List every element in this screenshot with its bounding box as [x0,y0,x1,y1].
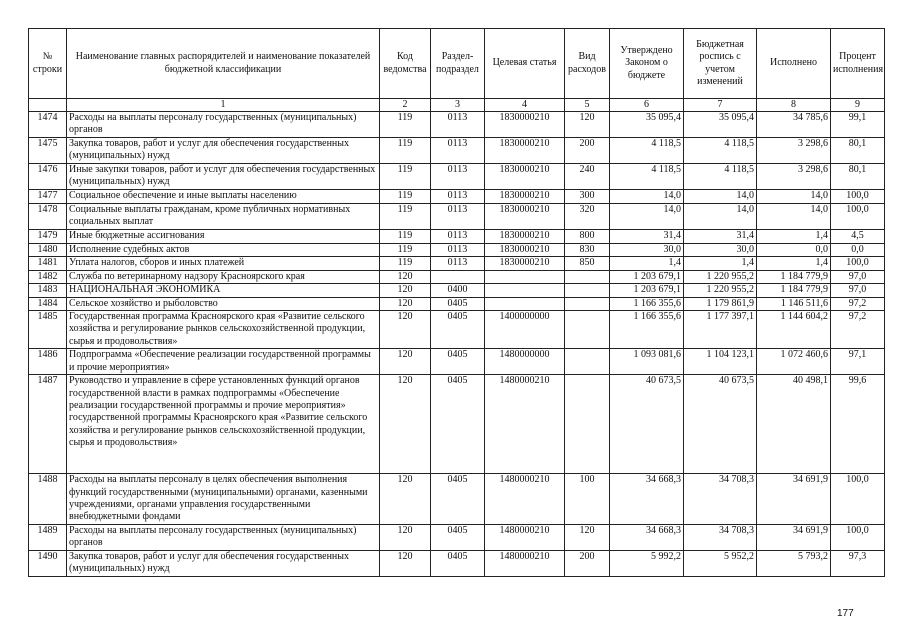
header-approved: Утверждено Законом о бюджете [610,29,684,99]
row-percent: 100,0 [831,204,885,230]
row-dept: 120 [380,375,431,474]
header-dept: Код ведомства [380,29,431,99]
row-name: Иные закупки товаров, работ и услуг для обеспечения государственных (муниципальных) нужд [67,164,380,190]
column-number [29,99,67,112]
row-revised: 4 118,5 [684,138,757,164]
row-executed: 3 298,6 [757,138,831,164]
column-number-row [29,99,885,112]
row-section [431,270,485,283]
row-approved: 4 118,5 [610,138,684,164]
row-executed: 34 691,9 [757,524,831,550]
row-name: Закупка товаров, работ и услуг для обеспечения государственных (муниципальных) нужд [67,550,380,576]
row-kind: 800 [565,230,610,244]
row-kind: 200 [565,550,610,576]
row-revised: 1 220 955,2 [684,270,757,283]
row-number: 1487 [29,375,67,474]
row-section: 0113 [431,244,485,257]
row-revised: 30,0 [684,244,757,257]
row-dept: 119 [380,138,431,164]
row-percent: 100,0 [831,257,885,270]
row-revised: 4 118,5 [684,164,757,190]
table-row [29,230,885,244]
row-approved: 1 166 355,6 [610,311,684,349]
row-executed: 14,0 [757,204,831,230]
row-kind: 300 [565,190,610,204]
row-revised: 34 708,3 [684,524,757,550]
row-kind: 320 [565,204,610,230]
row-kind: 120 [565,524,610,550]
table-row [29,190,885,204]
row-number: 1478 [29,204,67,230]
row-percent: 0,0 [831,244,885,257]
row-dept: 119 [380,230,431,244]
row-dept: 120 [380,524,431,550]
row-approved: 30,0 [610,244,684,257]
budget-table [28,28,885,577]
table-row [29,284,885,297]
column-number: 6 [610,99,684,112]
column-number: 2 [380,99,431,112]
row-target: 1830000210 [485,112,565,138]
row-percent: 97,0 [831,270,885,283]
row-percent: 97,1 [831,349,885,375]
row-name: Подпрограмма «Обеспечение реализации государственной программы и прочие мероприятия» [67,349,380,375]
column-number: 7 [684,99,757,112]
row-target: 1830000210 [485,244,565,257]
row-kind: 240 [565,164,610,190]
row-number: 1474 [29,112,67,138]
row-revised: 1,4 [684,257,757,270]
row-executed: 1 184 779,9 [757,270,831,283]
row-percent: 4,5 [831,230,885,244]
row-section: 0113 [431,164,485,190]
row-percent: 100,0 [831,190,885,204]
row-revised: 35 095,4 [684,112,757,138]
row-name: Закупка товаров, работ и услуг для обеспечения государственных (муниципальных) нужд [67,138,380,164]
table-row [29,297,885,310]
row-target: 1400000000 [485,311,565,349]
row-approved: 5 992,2 [610,550,684,576]
row-number: 1482 [29,270,67,283]
row-section: 0400 [431,284,485,297]
column-number: 9 [831,99,885,112]
header-num: № строки [29,29,67,99]
row-executed: 0,0 [757,244,831,257]
row-name: Расходы на выплаты персоналу государственных (муниципальных) органов [67,112,380,138]
row-target: 1830000210 [485,190,565,204]
row-number: 1483 [29,284,67,297]
row-approved: 31,4 [610,230,684,244]
row-number: 1486 [29,349,67,375]
row-kind [565,349,610,375]
row-section: 0405 [431,349,485,375]
row-revised: 1 177 397,1 [684,311,757,349]
row-kind [565,375,610,474]
row-number: 1480 [29,244,67,257]
table-row [29,524,885,550]
row-percent: 100,0 [831,524,885,550]
row-revised: 40 673,5 [684,375,757,474]
row-approved: 34 668,3 [610,474,684,525]
table-row [29,138,885,164]
table-row [29,164,885,190]
header-target: Целевая статья [485,29,565,99]
row-percent: 97,0 [831,284,885,297]
header-revised: Бюджетная роспись с учетом изменений [684,29,757,99]
row-number: 1485 [29,311,67,349]
row-section: 0405 [431,297,485,310]
row-number: 1476 [29,164,67,190]
column-number: 1 [67,99,380,112]
row-name: Иные бюджетные ассигнования [67,230,380,244]
row-kind [565,284,610,297]
row-executed: 1 072 460,6 [757,349,831,375]
row-target: 1830000210 [485,257,565,270]
column-number: 5 [565,99,610,112]
row-percent: 97,2 [831,311,885,349]
row-name: Расходы на выплаты персоналу государственных (муниципальных) органов [67,524,380,550]
row-target: 1830000210 [485,230,565,244]
row-section: 0113 [431,138,485,164]
row-approved: 40 673,5 [610,375,684,474]
row-percent: 99,1 [831,112,885,138]
header-name: Наименование главных распорядителей и наименование показателей бюджетной классификации [67,29,380,99]
row-executed: 40 498,1 [757,375,831,474]
row-target [485,270,565,283]
row-name: Уплата налогов, сборов и иных платежей [67,257,380,270]
table-row [29,550,885,576]
table-row [29,257,885,270]
row-percent: 100,0 [831,474,885,525]
row-number: 1488 [29,474,67,525]
row-dept: 120 [380,284,431,297]
row-name: Расходы на выплаты персоналу в целях обеспечения выполнения функций государственными (муниципальными) органами, казенными учреждениями, органами управления государственными внебюджетными фондами [67,474,380,525]
row-target [485,297,565,310]
row-section: 0113 [431,112,485,138]
row-name: Государственная программа Красноярского края «Развитие сельского хозяйства и регулирование рынков сельскохозяйственной продукции, сырья и продовольствия» [67,311,380,349]
column-number: 8 [757,99,831,112]
row-number: 1484 [29,297,67,310]
table-body [29,112,885,577]
column-number: 4 [485,99,565,112]
row-name: Сельское хозяйство и рыболовство [67,297,380,310]
row-number: 1475 [29,138,67,164]
row-section: 0405 [431,550,485,576]
header-row [29,29,885,99]
header-executed: Исполнено [757,29,831,99]
row-dept: 120 [380,550,431,576]
row-percent: 99,6 [831,375,885,474]
row-target: 1480000210 [485,550,565,576]
row-executed: 1 184 779,9 [757,284,831,297]
row-name: Социальные выплаты гражданам, кроме публичных нормативных социальных выплат [67,204,380,230]
row-approved: 1 203 679,1 [610,284,684,297]
row-dept: 119 [380,164,431,190]
row-target: 1480000000 [485,349,565,375]
row-kind: 120 [565,112,610,138]
row-name: Служба по ветеринарному надзору Красноярского края [67,270,380,283]
row-section: 0405 [431,375,485,474]
row-dept: 119 [380,112,431,138]
row-name: Исполнение судебных актов [67,244,380,257]
row-section: 0113 [431,204,485,230]
row-number: 1479 [29,230,67,244]
row-executed: 34 691,9 [757,474,831,525]
row-number: 1490 [29,550,67,576]
table-row [29,112,885,138]
row-kind [565,297,610,310]
row-dept: 119 [380,204,431,230]
row-percent: 97,2 [831,297,885,310]
row-section: 0405 [431,524,485,550]
row-executed: 14,0 [757,190,831,204]
row-target: 1830000210 [485,138,565,164]
row-approved: 35 095,4 [610,112,684,138]
row-executed: 1,4 [757,257,831,270]
header-kind: Вид расходов [565,29,610,99]
row-dept: 119 [380,257,431,270]
row-target: 1830000210 [485,164,565,190]
row-revised: 14,0 [684,204,757,230]
row-name: Социальное обеспечение и иные выплаты населению [67,190,380,204]
row-dept: 120 [380,297,431,310]
row-approved: 14,0 [610,204,684,230]
column-number: 3 [431,99,485,112]
row-number: 1481 [29,257,67,270]
row-percent: 80,1 [831,138,885,164]
row-approved: 4 118,5 [610,164,684,190]
table-row [29,244,885,257]
row-section: 0113 [431,257,485,270]
row-dept: 119 [380,244,431,257]
table-row [29,349,885,375]
row-approved: 1,4 [610,257,684,270]
row-revised: 1 220 955,2 [684,284,757,297]
row-dept: 120 [380,311,431,349]
row-executed: 1,4 [757,230,831,244]
row-target: 1480000210 [485,474,565,525]
row-section: 0113 [431,230,485,244]
row-revised: 1 179 861,9 [684,297,757,310]
row-percent: 97,3 [831,550,885,576]
row-revised: 14,0 [684,190,757,204]
row-section: 0405 [431,474,485,525]
row-executed: 3 298,6 [757,164,831,190]
table-row [29,270,885,283]
row-revised: 31,4 [684,230,757,244]
row-target: 1480000210 [485,524,565,550]
table-row [29,375,885,474]
row-section: 0405 [431,311,485,349]
row-kind: 830 [565,244,610,257]
row-revised: 34 708,3 [684,474,757,525]
row-dept: 120 [380,349,431,375]
row-number: 1489 [29,524,67,550]
row-number: 1477 [29,190,67,204]
row-kind [565,311,610,349]
row-kind: 100 [565,474,610,525]
row-target: 1830000210 [485,204,565,230]
row-dept: 120 [380,270,431,283]
row-kind: 200 [565,138,610,164]
page-number: 177 [837,608,854,619]
row-revised: 1 104 123,1 [684,349,757,375]
row-approved: 34 668,3 [610,524,684,550]
row-approved: 14,0 [610,190,684,204]
table-row [29,474,885,525]
row-executed: 1 144 604,2 [757,311,831,349]
table-row [29,204,885,230]
row-kind [565,270,610,283]
table-row [29,311,885,349]
header-section: Раздел-подраздел [431,29,485,99]
row-target: 1480000210 [485,375,565,474]
row-kind: 850 [565,257,610,270]
row-executed: 1 146 511,6 [757,297,831,310]
header-percent: Процент исполнения [831,29,885,99]
row-revised: 5 952,2 [684,550,757,576]
row-percent: 80,1 [831,164,885,190]
row-executed: 34 785,6 [757,112,831,138]
row-name: НАЦИОНАЛЬНАЯ ЭКОНОМИКА [67,284,380,297]
row-approved: 1 203 679,1 [610,270,684,283]
row-approved: 1 166 355,6 [610,297,684,310]
row-dept: 119 [380,190,431,204]
row-executed: 5 793,2 [757,550,831,576]
row-name: Руководство и управление в сфере установленных функций органов государственной власти в рамках подпрограммы «Обеспечение реализации государственной программы и прочие мероприятия» государственной программы Красноярского края «Развитие сельского хозяйства и регулирование рынков сельскохозяйственной продукции, сырья и продовольствия» [67,375,380,474]
row-approved: 1 093 081,6 [610,349,684,375]
row-section: 0113 [431,190,485,204]
row-dept: 120 [380,474,431,525]
row-target [485,284,565,297]
